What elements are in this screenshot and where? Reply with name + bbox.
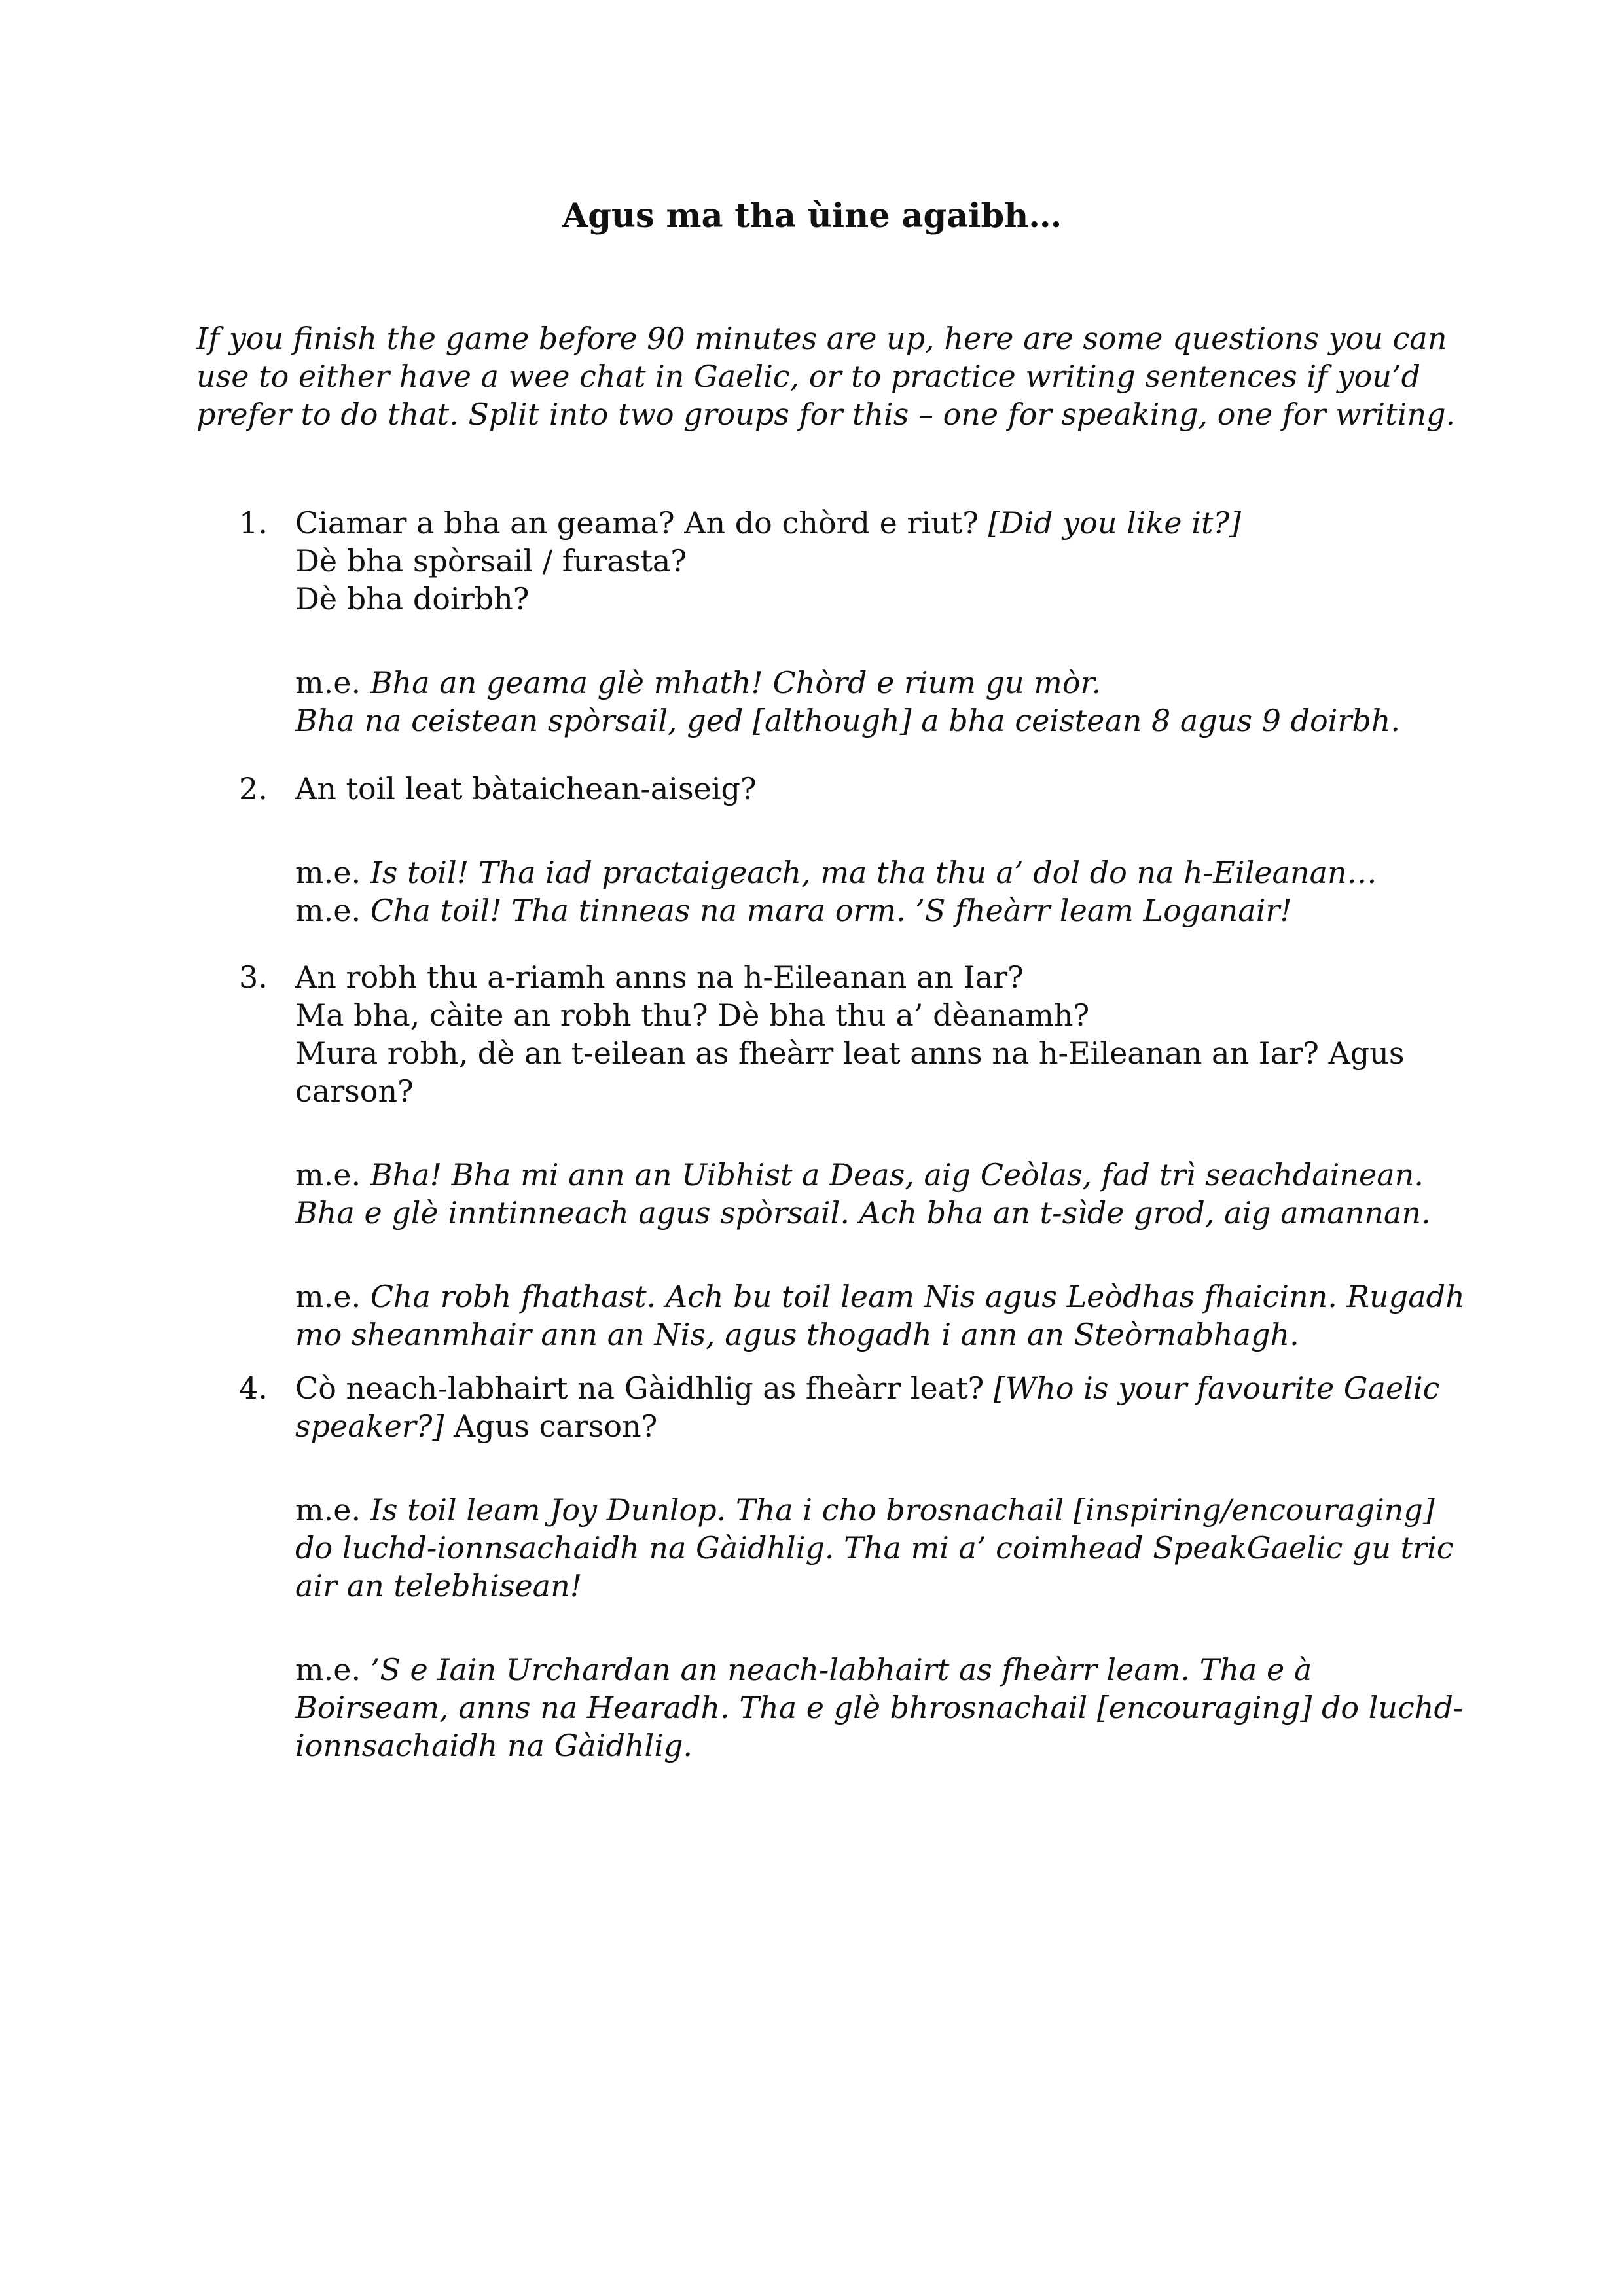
example-answer: mo sheanmhair ann an Nis, agus thogadh i ann an Steòrnabhagh.: [295, 1317, 1299, 1352]
question-body: [295, 958, 1480, 1354]
question-body: [295, 504, 1480, 740]
intro-line: use to either have a wee chat in Gaelic, or to practice writing sentences if you’d: [196, 359, 1421, 394]
translation-hint: [Who is your favourite Gaelic: [993, 1371, 1440, 1406]
example-prefix: m.e.: [295, 1652, 370, 1687]
translation-hint: [Did you like it?]: [988, 505, 1242, 541]
example-answer: air an telebhisean!: [295, 1568, 583, 1604]
translation-hint: speaker?]: [295, 1408, 444, 1444]
example-answer: [295, 664, 1480, 702]
question-text-part: Ciamar a bha an geama? An do chòrd e riut?: [295, 505, 988, 541]
example-text: ’S e Iain Urchardan an neach-labhairt as fheàrr leam. Tha e à: [370, 1652, 1312, 1687]
question-text-part: Agus carson?: [444, 1408, 658, 1444]
example-answer: [295, 891, 1480, 929]
example-prefix: m.e.: [295, 665, 370, 700]
question-text: [295, 1369, 1480, 1407]
example-text: Bha an geama glè mhath! Chòrd e rium gu mòr.: [370, 665, 1102, 700]
question-text: [295, 1407, 1480, 1445]
example-prefix: m.e.: [295, 855, 370, 890]
example-text: Is toil leam Joy Dunlop. Tha i cho brosnachail [inspiring/encouraging]: [370, 1492, 1435, 1528]
example-prefix: m.e.: [295, 1492, 370, 1528]
question-text: Ma bha, càite an robh thu? Dè bha thu a’ dèanamh?: [295, 997, 1090, 1033]
question-text: Dè bha doirbh?: [295, 581, 530, 617]
question-text: [295, 504, 1480, 542]
example-answer: [295, 1278, 1480, 1316]
question-text-part: Cò neach-labhairt na Gàidhlig as fheàrr leat?: [295, 1371, 994, 1406]
example-answer: ionnsachaidh na Gàidhlig.: [295, 1728, 693, 1763]
question-text: Mura robh, dè an t-eilean as fheàrr leat anns na h-Eileanan an Iar? Agus: [295, 1035, 1405, 1071]
example-prefix: m.e.: [295, 893, 370, 928]
intro-line: prefer to do that. Split into two groups for this – one for speaking, one for writing.: [196, 397, 1456, 432]
example-answer: Bha na ceistean spòrsail, ged [although] a bha ceistean 8 agus 9 doirbh.: [295, 703, 1401, 738]
question-text: carson?: [295, 1073, 414, 1109]
example-answer: Boirseam, anns na Hearadh. Tha e glè bhrosnachail [encouraging] do luchd-: [295, 1690, 1464, 1725]
intro-line: If you finish the game before 90 minutes are up, here are some questions you can: [196, 321, 1447, 356]
question-text: An robh thu a-riamh anns na h-Eileanan an Iar?: [295, 960, 1024, 995]
example-answer: Bha e glè inntinneach agus spòrsail. Ach bha an t-sìde grod, aig amannan.: [295, 1195, 1431, 1230]
example-text: Bha! Bha mi ann an Uibhist a Deas, aig Ceòlas, fad trì seachdainean.: [370, 1157, 1424, 1193]
question-text: An toil leat bàtaichean-aiseig?: [295, 771, 757, 806]
example-answer: [295, 853, 1480, 891]
question-number: 3.: [239, 960, 268, 995]
example-answer: do luchd-ionnsachaidh na Gàidhlig. Tha mi a’ coimhead SpeakGaelic gu tric: [295, 1530, 1454, 1566]
example-text: Cha toil! Tha tinneas na mara orm. ’S fheàrr leam Loganair!: [370, 893, 1292, 928]
question-number: 1.: [239, 505, 268, 541]
example-answer: [295, 1156, 1480, 1194]
question-text: Dè bha spòrsail / furasta?: [295, 543, 687, 579]
question-body: [295, 770, 1480, 929]
question-body: [295, 1369, 1480, 1765]
question-number: 2.: [239, 771, 268, 806]
page-title: Agus ma tha ùine agaibh…: [562, 196, 1062, 236]
example-prefix: m.e.: [295, 1157, 370, 1193]
example-answer: [295, 1651, 1480, 1689]
example-text: Cha robh fhathast. Ach bu toil leam Nis agus Leòdhas fhaicinn. Rugadh: [370, 1279, 1465, 1314]
example-answer: [295, 1491, 1480, 1529]
example-text: Is toil! Tha iad practaigeach, ma tha thu a’ dol do na h-Eileanan…: [370, 855, 1377, 890]
example-prefix: m.e.: [295, 1279, 370, 1314]
question-number: 4.: [239, 1371, 268, 1406]
